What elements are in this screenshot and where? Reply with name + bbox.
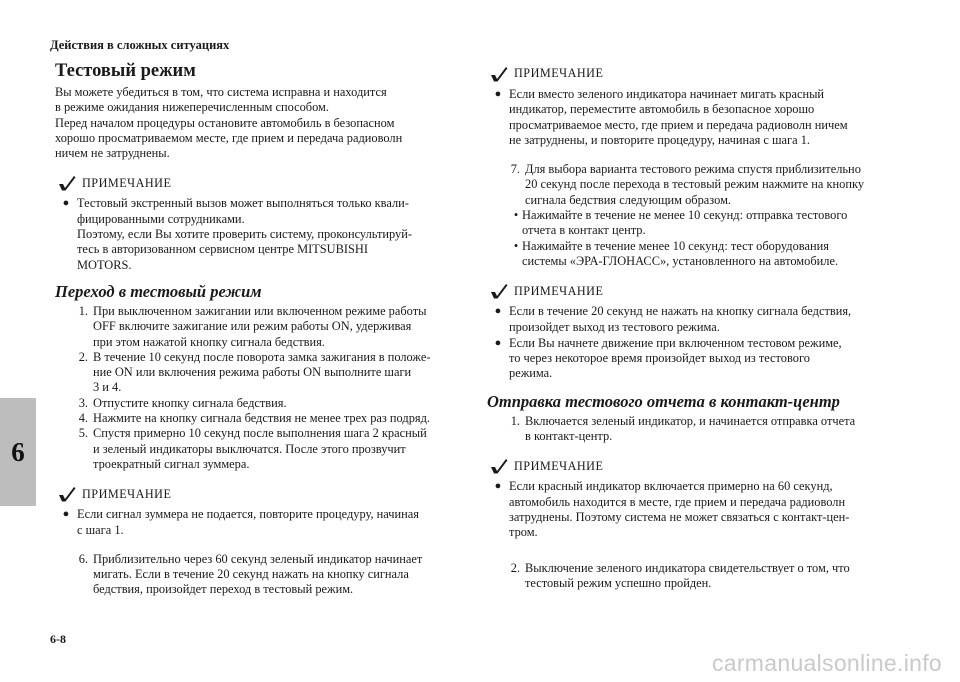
note-label: ПРИМЕЧАНИЕ — [82, 175, 172, 190]
note-pencil-icon — [58, 486, 76, 502]
bullet-icon: ● — [494, 88, 502, 100]
bullet-icon: ● — [494, 305, 502, 318]
note-pencil-icon — [58, 175, 76, 191]
list-item: 5. Спустя примерно 10 секунд после выполнения шага 2 красный и зеленый индикаторы выключатся. После этого прозвучит троекратный сигнал зуммера. — [78, 426, 427, 471]
steps-list — [55, 304, 455, 472]
page-number: 6-8 — [50, 632, 66, 646]
note-pencil-icon — [490, 458, 508, 474]
list-item: ● Если в течение 20 секунд не нажать на кнопку сигнала бедствия, произойдет выход из тестового режима. — [487, 304, 887, 335]
right-column — [487, 66, 887, 591]
watermark: carmanualsonline.info — [711, 650, 942, 676]
left-column — [55, 60, 455, 598]
chapter-tab: 6 — [0, 398, 36, 506]
note-block — [487, 283, 887, 381]
note-label: ПРИМЕЧАНИЕ — [514, 458, 604, 473]
note-label: ПРИМЕЧАНИЕ — [82, 486, 172, 501]
note-pencil-icon — [490, 283, 508, 299]
running-header: Действия в сложных ситуациях — [50, 38, 230, 52]
list-item: ● Если сигнал зуммера не подается, повторите процедуру, начиная с шага 1. — [55, 507, 455, 538]
bullet-icon: ● — [494, 480, 502, 493]
list-item: ● Если красный индикатор включается примерно на 60 секунд, автомобиль находится в месте, где прием и передача радиоволн затруднены. Поэтому система не может связаться с контакт-цен- тром. — [487, 479, 887, 540]
list-item: 6. Приблизительно через 60 секунд зеленый индикатор начинает мигать. Если в течение 20 секунд нажать на кнопку сигнала бедствия, произойдет переход в тестовый режим. — [78, 551, 423, 597]
note-pencil-icon — [490, 66, 508, 82]
note-block — [487, 458, 887, 540]
intro-paragraph: Вы можете убедиться в том, что система исправна и находится в режиме ожидания нижеперечисленным способом. Перед началом процедуры остановите автомобиль в безопасном хорошо просматриваемом месте, где прием и передача радиоволн ничем не затруднены. — [55, 85, 403, 161]
list-item: 1. Включается зеленый индикатор, и начинается отправка отчета в контакт-центр. — [510, 413, 856, 444]
list-item: • Нажимайте в течение не менее 10 секунд: отправка тестового отчета в контакт центр. — [513, 208, 848, 238]
list-item: 2. Выключение зеленого индикатора свидетельствует о том, что тестовый режим успешно пройден. — [510, 560, 850, 590]
subheading-send-report: Отправка тестового отчета в контакт-центр — [487, 391, 840, 411]
bullet-icon: ● — [62, 197, 70, 210]
list-item: 1. При выключенном зажигании или включенном режиме работы OFF включите зажигание или режим работы ON, удерживая при этом нажатой кнопку сигнала бедствия. — [78, 303, 427, 349]
list-item: • Нажимайте в течение менее 10 секунд: тест оборудования системы «ЭРА-ГЛОНАСС», установленного на автомобиле. — [513, 238, 839, 268]
list-item: 7. Для выбора варианта тестового режима спустя приблизительно 20 секунд после перехода в тестовый режим нажмите на кнопку сигнала бедствия следующим образом. — [510, 162, 865, 207]
bullet-icon: ● — [62, 508, 70, 521]
note-block — [55, 175, 455, 272]
note-label: ПРИМЕЧАНИЕ — [514, 66, 604, 81]
list-item: 2. В течение 10 секунд после поворота замка зажигания в положе- ние ON или включения режима работы ON выполните шаги 3 и 4. — [78, 349, 431, 395]
section-heading-test-mode: Тестовый режим — [55, 61, 196, 81]
subheading-enter-test-mode: Переход в тестовый режим — [55, 281, 262, 301]
list-item: 4. Нажмите на кнопку сигнала бедствия не менее трех раз подряд. — [78, 411, 430, 426]
note-block — [487, 66, 887, 148]
list-item: ● Если вместо зеленого индикатора начинает мигать красный индикатор, переместите автомобиль в безопасное хорошо просматриваемое место, где прием и передача радиоволн ничем не затруднены, и повторите процедуру, начиная с шага 1. — [487, 87, 887, 148]
note-block — [55, 486, 455, 538]
note-label: ПРИМЕЧАНИЕ — [514, 283, 604, 298]
bullet-icon: ● — [494, 336, 502, 349]
list-item: ● Тестовый экстренный вызов может выполняться только квали- фицированными сотрудниками. Поэтому, если Вы хотите проверить систему, проконсультируй- тесь в авторизованном сервисном центре MITSUBISHI MOTORS. — [55, 196, 455, 272]
list-item: 3. Отпустите кнопку сигнала бедствия. — [78, 395, 287, 410]
list-item: ● Если Вы начнете движение при включенном тестовом режиме, то через некоторое время произойдет выход из тестового режима. — [487, 336, 887, 382]
